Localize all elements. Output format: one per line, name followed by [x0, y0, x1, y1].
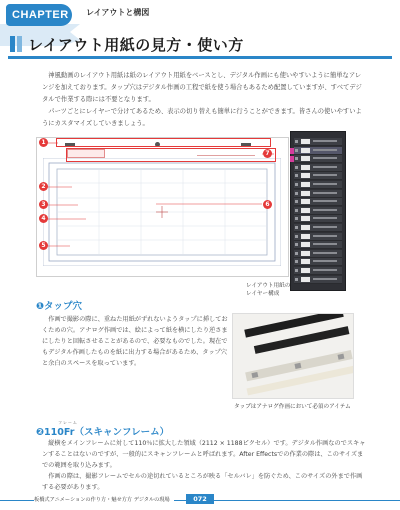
- layer-name-placeholder: [313, 200, 337, 202]
- layer-panel-image: [290, 131, 346, 291]
- layer-thumbnail: [301, 216, 310, 221]
- tap-hole-heading-text: タップ穴: [44, 301, 83, 312]
- eye-icon: [295, 209, 298, 212]
- layer-row: [294, 155, 342, 163]
- callout-6: 6: [263, 200, 272, 209]
- layer-color-tag: [290, 148, 294, 154]
- layer-thumbnail: [301, 277, 310, 282]
- layer-row: [294, 207, 342, 215]
- chapter-title: レイアウトと構図: [86, 8, 150, 17]
- layer-thumbnail: [301, 148, 310, 153]
- layer-thumbnail: [301, 234, 310, 239]
- eye-icon: [295, 260, 298, 263]
- chapter-badge: [6, 4, 82, 26]
- layer-thumbnail: [301, 199, 310, 204]
- eye-icon: [295, 174, 298, 177]
- chapter-number: 3: [71, 5, 82, 24]
- layer-thumbnail: [301, 242, 310, 247]
- eye-icon: [295, 192, 298, 195]
- tap-hole-heading-number: ❶: [36, 301, 45, 312]
- eye-icon: [295, 269, 298, 272]
- layer-thumbnail: [301, 259, 310, 264]
- layer-row: [294, 147, 342, 155]
- layer-row: [294, 233, 342, 241]
- layer-name-placeholder: [313, 217, 337, 219]
- layer-caption-line-1: レイアウト用紙の: [246, 283, 291, 289]
- layer-name-placeholder: [313, 209, 337, 211]
- callout-1: 1: [39, 138, 48, 147]
- layer-thumbnail: [301, 251, 310, 256]
- frame-110-text-1: 縦横をメインフレームに対して110％に拡大した領域（2112 × 1188ピクセル）です。デジタル作画なのでスキャンすることはないのですが、一般的にスキャンフレームと呼ばれます。After Effectsでの作業の際は、このサイズまでの範囲を取り込みます。: [42, 440, 366, 469]
- layer-thumbnail: [301, 191, 310, 196]
- layer-name-placeholder: [313, 260, 337, 262]
- footer-book-title: 板橋式アニメーションの作り方・魅せ方方 デジタルの現場: [34, 496, 174, 503]
- section-marker-icon: [10, 36, 24, 52]
- layer-thumbnail: [301, 182, 310, 187]
- layer-thumbnail: [301, 165, 310, 170]
- eye-icon: [295, 226, 298, 229]
- layer-name-placeholder: [313, 278, 337, 280]
- callout-leaders: [30, 136, 280, 256]
- layer-thumbnail: [301, 268, 310, 273]
- layer-name-placeholder: [313, 140, 337, 142]
- intro-text: [42, 70, 367, 130]
- layer-color-tag: [290, 156, 294, 162]
- page-number: 072: [186, 494, 214, 504]
- layer-row: [294, 276, 342, 284]
- layer-row: [294, 267, 342, 275]
- layer-name-placeholder: [313, 149, 337, 151]
- layer-row: [294, 250, 342, 258]
- photo-caption: タップはアナログ作画において必須のアイテム: [234, 404, 351, 410]
- layer-name-placeholder: [313, 252, 337, 254]
- layer-name-placeholder: [313, 166, 337, 168]
- callout-2: 2: [39, 182, 48, 191]
- layer-caption-line-2: レイヤー構成: [246, 291, 280, 297]
- eye-icon: [295, 252, 298, 255]
- frame-110-heading: [36, 424, 169, 438]
- callout-3: 3: [39, 200, 48, 209]
- layer-row: [294, 164, 342, 172]
- layer-row: [294, 224, 342, 232]
- layer-thumbnail: [301, 225, 310, 230]
- callout-7: 7: [263, 149, 272, 158]
- frame-110-text: [42, 438, 368, 493]
- layer-name-placeholder: [313, 235, 337, 237]
- layer-thumbnail: [301, 173, 310, 178]
- chapter-label: CHAPTER: [12, 9, 69, 21]
- layer-row: [294, 198, 342, 206]
- callout-5: 5: [39, 241, 48, 250]
- eye-icon: [295, 200, 298, 203]
- frame-ruby: フレーム: [58, 420, 78, 425]
- layer-row: [294, 215, 342, 223]
- layer-name-placeholder: [313, 157, 337, 159]
- layer-row: [294, 190, 342, 198]
- eye-icon: [295, 149, 298, 152]
- layer-thumbnail: [301, 139, 310, 144]
- layer-name-placeholder: [313, 183, 337, 185]
- tap-hole-heading: [36, 298, 82, 312]
- layer-name-placeholder: [313, 243, 337, 245]
- callout-4: 4: [39, 214, 48, 223]
- tap-photo: [232, 313, 354, 399]
- layer-thumbnail: [301, 208, 310, 213]
- tap-hole-text: 作画で撮影の際に、重ねた用紙がずれないようタップに挿しておくための穴。アナログ作画では、絵によって紙を横にしたり逆さまにしたりと回転させることがあるので、必要なものでした。現在でもデジタル作画したものを紙に出力する場合があるため、タップ穴と余白のスペースを取っています。: [42, 316, 228, 367]
- layer-name-placeholder: [313, 174, 337, 176]
- section-title: レイアウト用紙の見方・使い方: [28, 36, 244, 54]
- tap-photo-illustration: [233, 314, 354, 399]
- eye-icon: [295, 278, 298, 281]
- frame-110-heading-text: 110Fr（スキャンフレーム）: [44, 427, 170, 438]
- layer-row: [294, 138, 342, 146]
- eye-icon: [295, 140, 298, 143]
- eye-icon: [295, 217, 298, 220]
- intro-paragraph-2: パーツごとにレイヤーで分けてあるため、表示の切り替えも簡単に行うことができます。皆さんの使いやすいようにカスタマイズしていきましょう。: [42, 108, 362, 127]
- layer-thumbnail: [301, 156, 310, 161]
- layer-caption: [246, 282, 290, 298]
- eye-icon: [295, 166, 298, 169]
- intro-paragraph-1: 神風動画のレイアウト用紙は紙のレイアウト用紙をベースとし、デジタル作画にも使いやすいように簡単なアレンジを加えております。タップ穴はデジタル作画の工程で紙を使う場合もあるため配置していますが、すべてデジタルで作業する際には不要となります。: [42, 72, 362, 103]
- eye-icon: [295, 235, 298, 238]
- frame-110-text-2: 作画の際は、撮影フレームでセルの途切れているところが映る「セルバレ」を防ぐため、このサイズの外まで作画する必要があります。: [42, 473, 363, 491]
- eye-icon: [295, 183, 298, 186]
- layer-name-placeholder: [313, 269, 337, 271]
- layer-row: [294, 172, 342, 180]
- layer-row: [294, 241, 342, 249]
- frame-110-heading-number: ❷: [36, 427, 45, 438]
- layer-name-placeholder: [313, 226, 337, 228]
- layer-row: [294, 258, 342, 266]
- eye-icon: [295, 243, 298, 246]
- layer-row: [294, 181, 342, 189]
- eye-icon: [295, 157, 298, 160]
- section-divider: [8, 56, 392, 59]
- layer-name-placeholder: [313, 192, 337, 194]
